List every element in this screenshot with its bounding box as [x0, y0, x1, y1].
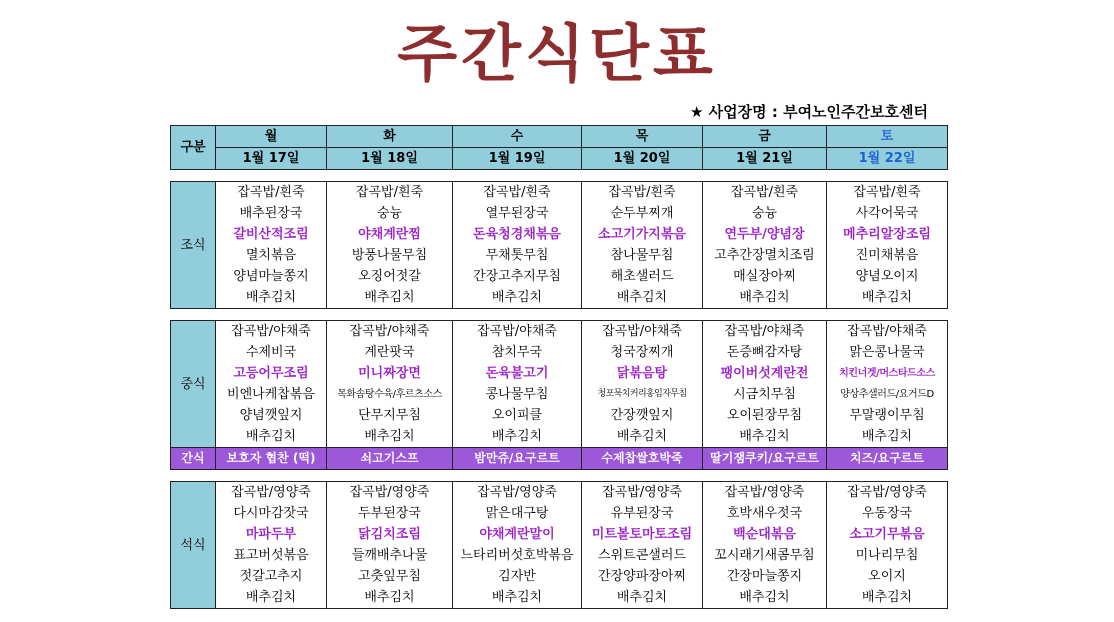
menu-item: 배추김치 [453, 287, 582, 309]
menu-item: 배추김치 [827, 426, 948, 448]
menu-item: 잡곡밥/영양죽 [453, 482, 582, 504]
dinner-menu-row [171, 524, 948, 545]
menu-item: 오이된장무침 [703, 405, 827, 426]
date-mon: 1월 17일 [216, 148, 327, 170]
menu-item: 고춧잎무침 [327, 566, 453, 587]
menu-item: 방풍나물무침 [327, 245, 453, 266]
menu-item: 배추김치 [703, 426, 827, 448]
menu-item: 잡곡밥/영양죽 [582, 482, 703, 504]
menu-item: 배추김치 [327, 587, 453, 609]
breakfast-menu-row [171, 203, 948, 224]
menu-item: 무말랭이무침 [827, 405, 948, 426]
menu-item: 비엔나케찹볶음 [216, 384, 327, 405]
header-date-row [171, 148, 948, 170]
menu-item: 배추된장국 [216, 203, 327, 224]
menu-item: 잡곡밥/야채죽 [327, 321, 453, 343]
weekly-menu-table [170, 125, 948, 609]
snack-item: 치즈/요구르트 [827, 448, 948, 470]
menu-item: 순두부찌개 [582, 203, 703, 224]
date-wed: 1월 19일 [453, 148, 582, 170]
spacer-row [171, 170, 948, 182]
page-title: 주간식단표 [397, 17, 717, 90]
menu-item: 청포묵치커리홍임자무침 [582, 384, 703, 405]
menu-item: 미나리무침 [827, 545, 948, 566]
menu-item: 열무된장국 [453, 203, 582, 224]
menu-item: 잡곡밥/야채죽 [582, 321, 703, 343]
menu-item: 청국장찌개 [582, 342, 703, 363]
menu-item: 숭늉 [327, 203, 453, 224]
header-day-row [171, 126, 948, 148]
menu-item: 고추간장멸치조림 [703, 245, 827, 266]
menu-item: 미트볼토마토조림 [582, 524, 703, 545]
menu-item: 간장마늘쫑지 [703, 566, 827, 587]
date-sat: 1월 22일 [827, 148, 948, 170]
menu-item: 연두부/양념장 [703, 224, 827, 245]
menu-item: 배추김치 [327, 426, 453, 448]
menu-item: 배추김치 [827, 587, 948, 609]
breakfast-menu-row [171, 245, 948, 266]
meal-label-snack: 간식 [171, 448, 216, 470]
menu-item: 스위트콘샐러드 [582, 545, 703, 566]
menu-item: 배추김치 [453, 587, 582, 609]
menu-item: 배추김치 [327, 287, 453, 309]
menu-item: 오이지 [827, 566, 948, 587]
menu-item: 잡곡밥/야채죽 [827, 321, 948, 343]
menu-item: 단무지무침 [327, 405, 453, 426]
lunch-menu-row [171, 363, 948, 384]
menu-item: 유부된장국 [582, 503, 703, 524]
dinner-menu-row [171, 503, 948, 524]
menu-item: 잡곡밥/야채죽 [216, 321, 327, 343]
snack-item: 밤만쥬/요구르트 [453, 448, 582, 470]
snack-item: 딸기잼쿠키/요구르트 [703, 448, 827, 470]
day-name-fri: 금 [703, 126, 827, 148]
menu-item: 맑은대구탕 [453, 503, 582, 524]
menu-item: 느타리버섯호박볶음 [453, 545, 582, 566]
menu-item: 호박새우젓국 [703, 503, 827, 524]
dinner-section [171, 482, 948, 609]
menu-item: 닭볶음탕 [582, 363, 703, 384]
menu-item: 양념마늘쫑지 [216, 266, 327, 287]
menu-item: 배추김치 [582, 426, 703, 448]
menu-item: 돈육불고기 [453, 363, 582, 384]
menu-item: 우동장국 [827, 503, 948, 524]
menu-item: 고등어무조림 [216, 363, 327, 384]
menu-item: 잡곡밥/영양죽 [216, 482, 327, 504]
breakfast-section [171, 182, 948, 309]
snack-row [171, 448, 948, 470]
menu-item: 표고버섯볶음 [216, 545, 327, 566]
menu-item: 잡곡밥/흰죽 [582, 182, 703, 204]
menu-item: 마파두부 [216, 524, 327, 545]
menu-item: 잡곡밥/흰죽 [703, 182, 827, 204]
day-name-tue: 화 [327, 126, 453, 148]
lunch-section [171, 321, 948, 448]
snack-item: 수제찹쌀호박죽 [582, 448, 703, 470]
menu-item: 잡곡밥/영양죽 [327, 482, 453, 504]
menu-item: 젓갈고추지 [216, 566, 327, 587]
day-name-wed: 수 [453, 126, 582, 148]
menu-item: 배추김치 [827, 287, 948, 309]
menu-item: 잡곡밥/영양죽 [827, 482, 948, 504]
dinner-menu-row [171, 545, 948, 566]
center-name: ★ 사업장명 : 부여노인주간보호센터 [690, 103, 928, 121]
menu-item: 양상추샐러드/요거드D [827, 384, 948, 405]
day-name-thu: 목 [582, 126, 703, 148]
menu-item: 갈비산적조림 [216, 224, 327, 245]
menu-item: 배추김치 [216, 587, 327, 609]
menu-item: 두부된장국 [327, 503, 453, 524]
menu-item: 배추김치 [703, 287, 827, 309]
menu-item: 돈육청경채볶음 [453, 224, 582, 245]
menu-item: 계란팟국 [327, 342, 453, 363]
menu-item: 양념깻잎지 [216, 405, 327, 426]
date-fri: 1월 21일 [703, 148, 827, 170]
date-tue: 1월 18일 [327, 148, 453, 170]
menu-item: 김자반 [453, 566, 582, 587]
menu-item: 배추김치 [703, 587, 827, 609]
menu-item: 참나물무침 [582, 245, 703, 266]
menu-item: 팽이버섯계란전 [703, 363, 827, 384]
menu-item: 잡곡밥/흰죽 [453, 182, 582, 204]
menu-item: 참치무국 [453, 342, 582, 363]
menu-item: 치킨너겟/머스타드소스 [827, 363, 948, 384]
menu-item: 간장양파장아찌 [582, 566, 703, 587]
menu-item: 간장고추지무침 [453, 266, 582, 287]
menu-item: 잡곡밥/야채죽 [453, 321, 582, 343]
menu-item: 잡곡밥/영양죽 [703, 482, 827, 504]
dinner-menu-row [171, 482, 948, 504]
lunch-menu-row [171, 405, 948, 426]
menu-item: 오이피클 [453, 405, 582, 426]
menu-item: 야채계란찜 [327, 224, 453, 245]
menu-item: 배추김치 [216, 426, 327, 448]
meal-label-lunch: 중식 [171, 321, 216, 448]
menu-item: 간장깻잎지 [582, 405, 703, 426]
menu-item: 꼬시래기새콤무침 [703, 545, 827, 566]
meal-label-dinner: 석식 [171, 482, 216, 609]
spacer-row [171, 470, 948, 482]
menu-item: 백순대볶음 [703, 524, 827, 545]
dinner-menu-row [171, 566, 948, 587]
menu-item: 해초샐러드 [582, 266, 703, 287]
menu-item: 들깨배추나물 [327, 545, 453, 566]
menu-item: 매실장아찌 [703, 266, 827, 287]
menu-item: 배추김치 [216, 287, 327, 309]
menu-item: 배추김치 [453, 426, 582, 448]
breakfast-menu-row [171, 266, 948, 287]
menu-item: 다시마감잣국 [216, 503, 327, 524]
menu-item: 배추김치 [582, 287, 703, 309]
breakfast-menu-row [171, 287, 948, 309]
breakfast-menu-row [171, 182, 948, 204]
snack-item: 쇠고기스프 [327, 448, 453, 470]
menu-item: 콩나물무침 [453, 384, 582, 405]
lunch-menu-row [171, 342, 948, 363]
menu-item: 오징어젓갈 [327, 266, 453, 287]
dinner-menu-row [171, 587, 948, 609]
menu-item: 맑은콩나물국 [827, 342, 948, 363]
menu-item: 잡곡밥/야채죽 [703, 321, 827, 343]
breakfast-menu-row [171, 224, 948, 245]
snack-item: 보호자 협찬 (떡) [216, 448, 327, 470]
menu-item: 야채계란말이 [453, 524, 582, 545]
menu-item: 양념오이지 [827, 266, 948, 287]
menu-item: 숭늉 [703, 203, 827, 224]
lunch-menu-row [171, 426, 948, 448]
menu-item: 목화솜탕수육/후르츠소스 [327, 384, 453, 405]
lunch-menu-row [171, 384, 948, 405]
menu-item: 배추김치 [582, 587, 703, 609]
menu-item: 사각어묵국 [827, 203, 948, 224]
menu-item: 소고기가지볶음 [582, 224, 703, 245]
header-gubun: 구분 [171, 126, 216, 170]
menu-item: 소고기무볶음 [827, 524, 948, 545]
menu-item: 진미채볶음 [827, 245, 948, 266]
menu-item: 시금치무침 [703, 384, 827, 405]
menu-item: 수제비국 [216, 342, 327, 363]
menu-item: 닭김치조림 [327, 524, 453, 545]
menu-item: 멸치볶음 [216, 245, 327, 266]
day-name-sat: 토 [827, 126, 948, 148]
menu-item: 잡곡밥/흰죽 [216, 182, 327, 204]
lunch-menu-row [171, 321, 948, 343]
menu-item: 돈증뼈감자탕 [703, 342, 827, 363]
spacer-row [171, 309, 948, 321]
menu-item: 잡곡밥/흰죽 [327, 182, 453, 204]
menu-item: 메추리알장조림 [827, 224, 948, 245]
menu-item: 잡곡밥/흰죽 [827, 182, 948, 204]
day-name-mon: 월 [216, 126, 327, 148]
date-thu: 1월 20일 [582, 148, 703, 170]
menu-item: 무채톳무침 [453, 245, 582, 266]
meal-label-breakfast: 조식 [171, 182, 216, 309]
menu-item: 미니짜장면 [327, 363, 453, 384]
